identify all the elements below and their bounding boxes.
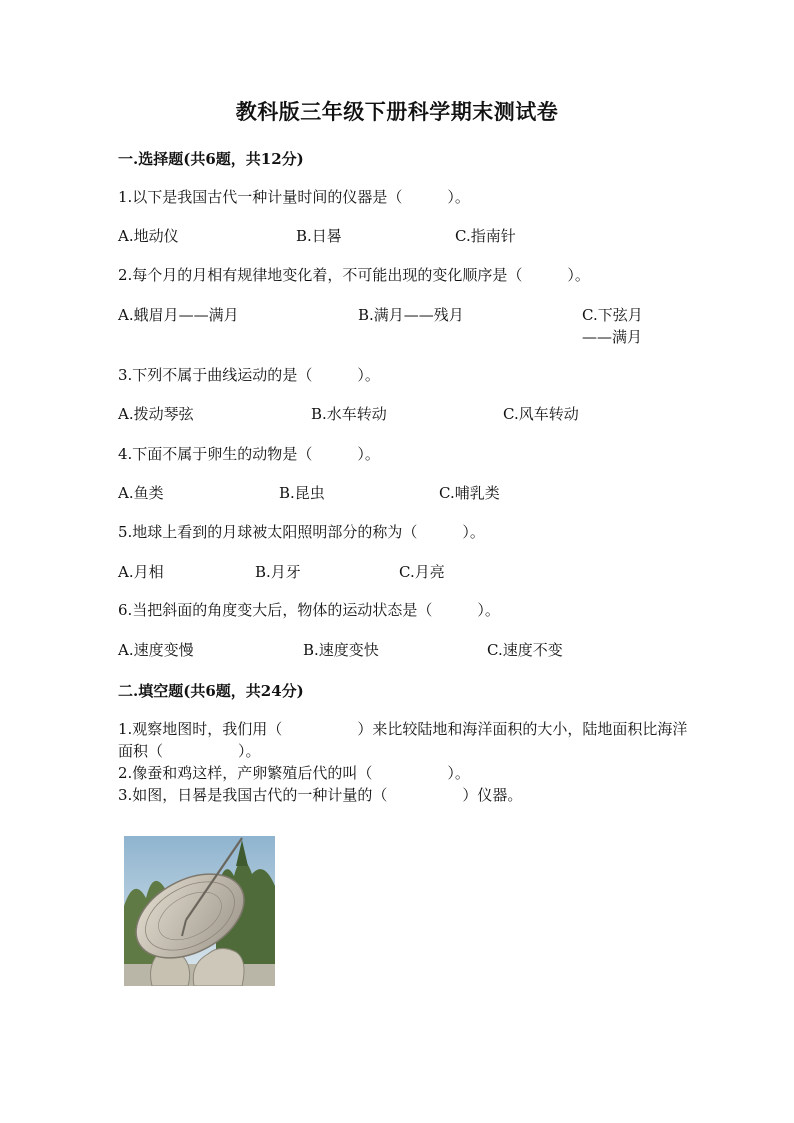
fill-question-1: 1.观察地图时，我们用（ ）来比较陆地和海洋面积的大小，陆地面积比海洋面积（ ）。 bbox=[118, 720, 688, 760]
page-title: 教科版三年级下册科学期末测试卷 bbox=[235, 99, 559, 124]
q4-option-c: C.哺乳类 bbox=[439, 484, 500, 502]
q6-option-c: C.速度不变 bbox=[487, 641, 563, 659]
q2-option-c: C.下弦月——满月 bbox=[582, 306, 643, 346]
question-5: 5.地球上看到的月球被太阳照明部分的称为（ ）。 bbox=[118, 523, 485, 541]
question-2: 2.每个月的月相有规律地变化着，不可能出现的变化顺序是（ ）。 bbox=[118, 266, 590, 284]
q4-option-b: B.昆虫 bbox=[279, 484, 325, 502]
q2-option-a: A.蛾眉月——满月 bbox=[118, 306, 239, 324]
q3-option-c: C.风车转动 bbox=[503, 405, 579, 423]
q5-option-a: A.月相 bbox=[118, 563, 164, 581]
q1-option-c: C.指南针 bbox=[455, 227, 516, 245]
q6-option-a: A.速度变慢 bbox=[118, 641, 194, 659]
q1-option-b: B.日晷 bbox=[296, 227, 342, 245]
q3-option-a: A.拨动琴弦 bbox=[118, 405, 194, 423]
sundial-photo bbox=[124, 836, 275, 986]
q1-option-a: A.地动仪 bbox=[118, 227, 179, 245]
fill-question-2: 2.像蚕和鸡这样，产卵繁殖后代的叫（ ）。 bbox=[118, 764, 470, 782]
q6-option-b: B.速度变快 bbox=[303, 641, 379, 659]
q5-option-c: C.月亮 bbox=[399, 563, 445, 581]
q5-option-b: B.月牙 bbox=[255, 563, 301, 581]
fill-question-3: 3.如图，日晷是我国古代的一种计量的（ ）仪器。 bbox=[118, 786, 523, 804]
question-3: 3.下列不属于曲线运动的是（ ）。 bbox=[118, 366, 380, 384]
section-heading-choice: 一.选择题(共6题，共12分) bbox=[118, 150, 304, 168]
section-heading-fill: 二.填空题(共6题，共24分) bbox=[118, 682, 304, 700]
question-1: 1.以下是我国古代一种计量时间的仪器是（ ）。 bbox=[118, 188, 470, 206]
question-6: 6.当把斜面的角度变大后，物体的运动状态是（ ）。 bbox=[118, 601, 500, 619]
question-4: 4.下面不属于卵生的动物是（ ）。 bbox=[118, 445, 380, 463]
q2-option-b: B.满月——残月 bbox=[358, 306, 464, 324]
q4-option-a: A.鱼类 bbox=[118, 484, 164, 502]
q3-option-b: B.水车转动 bbox=[311, 405, 387, 423]
